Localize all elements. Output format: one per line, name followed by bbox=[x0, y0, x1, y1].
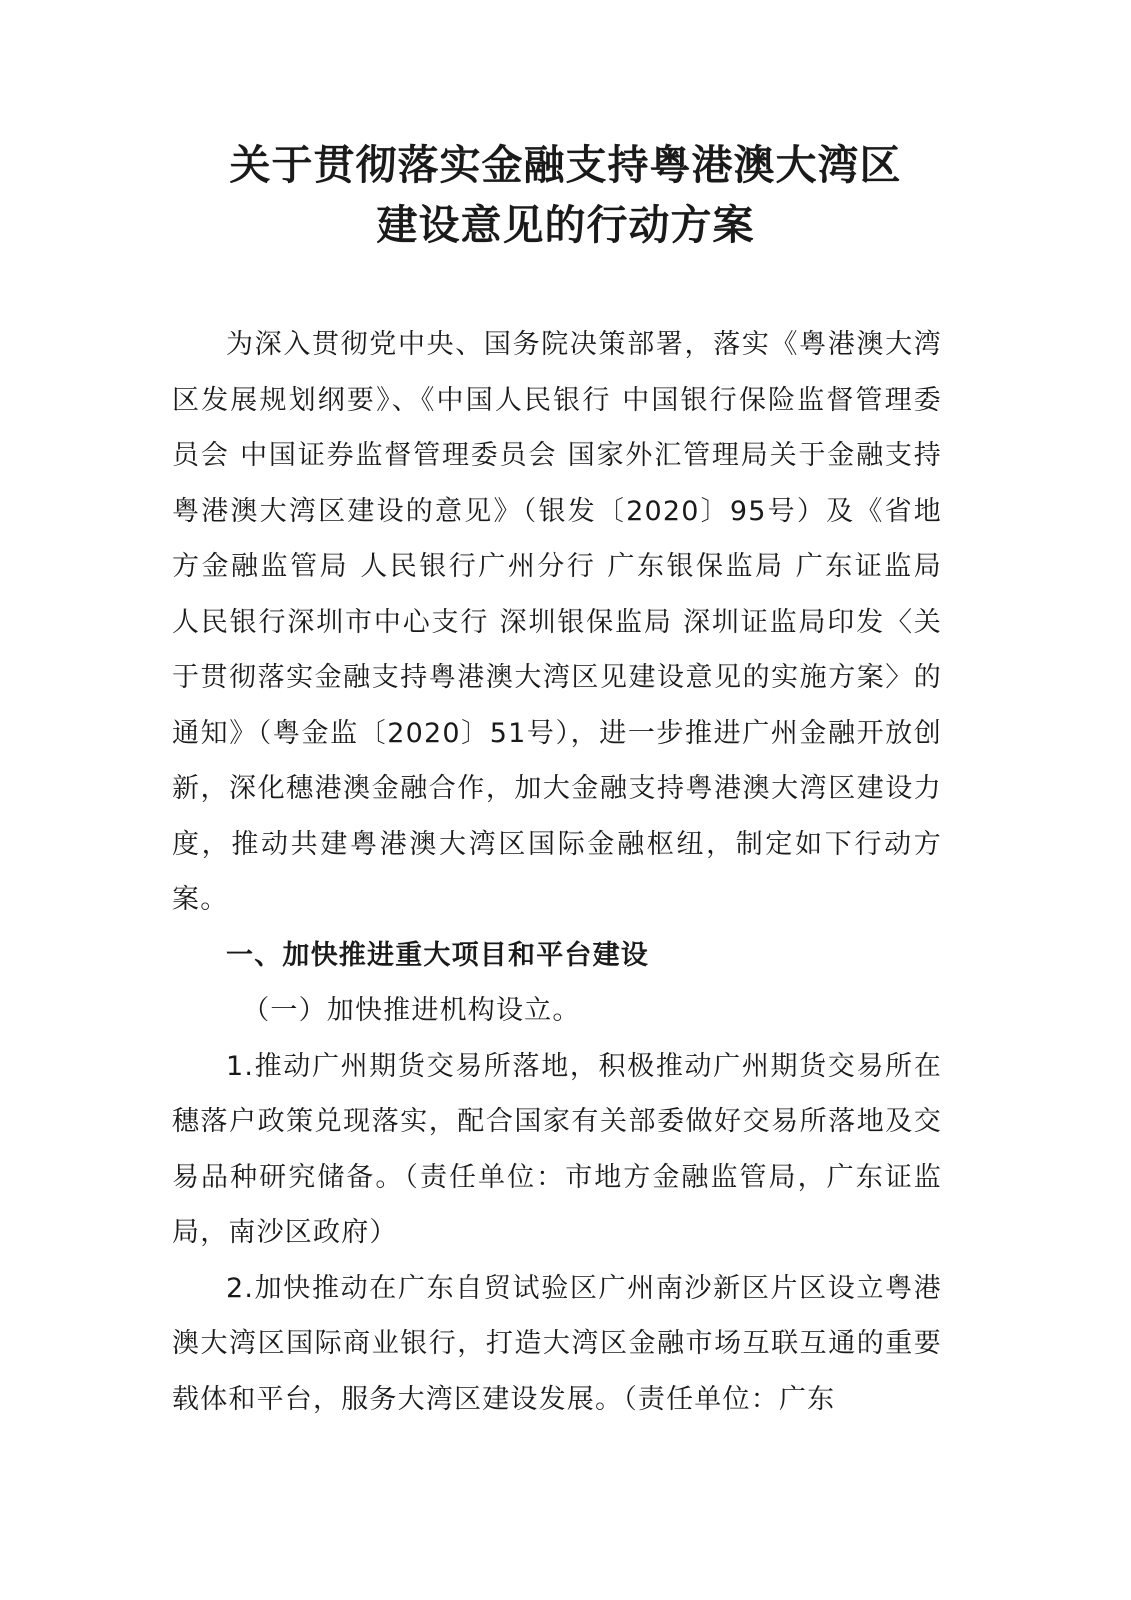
intro-paragraph: 为深入贯彻党中央、国务院决策部署，落实《粤港澳大湾区发展规划纲要》、《中国人民银行 中国银行保险监督管理委员会 中国证券监督管理委员会 国家外汇管理局关于金融支持粤港澳大湾区建设的意见》（银发〔2020〕95号）及《省地方金融监管局 人民银行广州分行 广东银保监局 广东证监局 人民银行深圳市中心支行 深圳银保监局 深圳证监局印发〈关于贯彻落实金融支持粤港澳大湾区见建设意见的实施方案〉的通知》（粤金监〔2020〕51号），进一步推进广州金融开放创新，深化穗港澳金融合作，加大金融支持粤港澳大湾区建设力度，推动共建粤港澳大湾区国际金融枢纽，制定如下行动方案。 bbox=[172, 329, 942, 915]
subsection-heading: （一）加快推进机构设立。 bbox=[242, 995, 581, 1026]
item-2-paragraph: 2.加快推动在广东自贸试验区广州南沙新区片区设立粤港澳大湾区国际商业银行，打造大湾区金融市场互联互通的重要载体和平台，服务大湾区建设发展。（责任单位：广东 bbox=[172, 1272, 942, 1415]
document-title-line-1: 关于贯彻落实金融支持粤港澳大湾区 bbox=[229, 141, 902, 189]
document-body bbox=[172, 317, 942, 1427]
section-heading: 一、加快推进重大项目和平台建设 bbox=[226, 939, 649, 971]
item-1-paragraph: 1.推动广州期货交易所落地，积极推动广州期货交易所在穗落户政策兑现落实，配合国家有关部委做好交易所落地及交易品种研究储备。（责任单位：市地方金融监管局，广东证监局，南沙区政府） bbox=[172, 1050, 942, 1248]
document-title-line-2: 建设意见的行动方案 bbox=[376, 201, 755, 249]
